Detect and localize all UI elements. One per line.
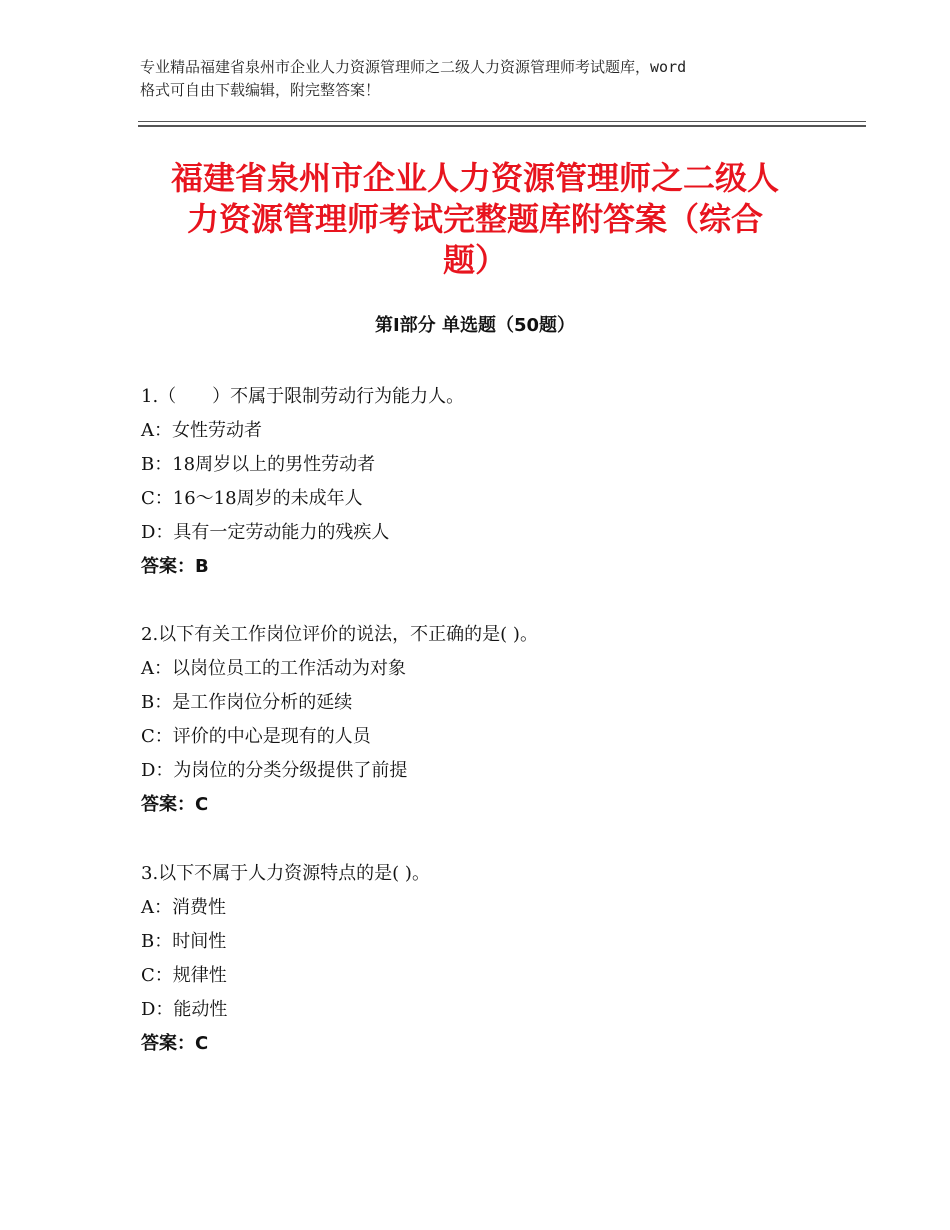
question-stem: 2.以下有关工作岗位评价的说法，不正确的是( )。 xyxy=(141,624,538,645)
header-note-line-1: 专业精品福建省泉州市企业人力资源管理师之二级人力资源管理师考试题库，word xyxy=(140,58,687,76)
option-d: D：具有一定劳动能力的残疾人 xyxy=(141,522,390,543)
option-a: A：女性劳动者 xyxy=(141,420,262,441)
question-stem: 1.（ ）不属于限制劳动行为能力人。 xyxy=(141,386,465,407)
header-divider-thick xyxy=(138,125,866,127)
document-title xyxy=(138,158,812,281)
option-a: A：以岗位员工的工作活动为对象 xyxy=(141,658,406,679)
document-title-line-2: 力资源管理师考试完整题库附答案（综合 xyxy=(186,200,763,238)
question-3 xyxy=(141,857,841,1061)
option-c: C：16～18周岁的未成年人 xyxy=(141,488,363,509)
option-b: B：时间性 xyxy=(141,931,227,952)
option-b: B：18周岁以上的男性劳动者 xyxy=(141,454,376,475)
header-note xyxy=(140,56,830,102)
header-note-line-2: 格式可自由下载编辑，附完整答案！ xyxy=(140,81,381,99)
option-c: C：评价的中心是现有的人员 xyxy=(141,726,371,747)
header-divider-thin xyxy=(138,121,866,122)
document-title-line-3: 题） xyxy=(442,241,507,279)
section-title: 第Ⅰ部分 单选题（50题） xyxy=(374,315,575,336)
option-a: A：消费性 xyxy=(141,897,226,918)
answer-label: 答案：C xyxy=(141,794,209,815)
question-1 xyxy=(141,380,841,584)
question-2 xyxy=(141,618,841,822)
question-stem: 3.以下不属于人力资源特点的是( )。 xyxy=(141,863,430,884)
answer-label: 答案：C xyxy=(141,1033,209,1054)
option-c: C：规律性 xyxy=(141,965,227,986)
answer-label: 答案：B xyxy=(141,556,209,577)
option-d: D：能动性 xyxy=(141,999,228,1020)
document-title-line-1: 福建省泉州市企业人力资源管理师之二级人 xyxy=(170,159,779,197)
option-b: B：是工作岗位分析的延续 xyxy=(141,692,353,713)
option-d: D：为岗位的分类分级提供了前提 xyxy=(141,760,408,781)
